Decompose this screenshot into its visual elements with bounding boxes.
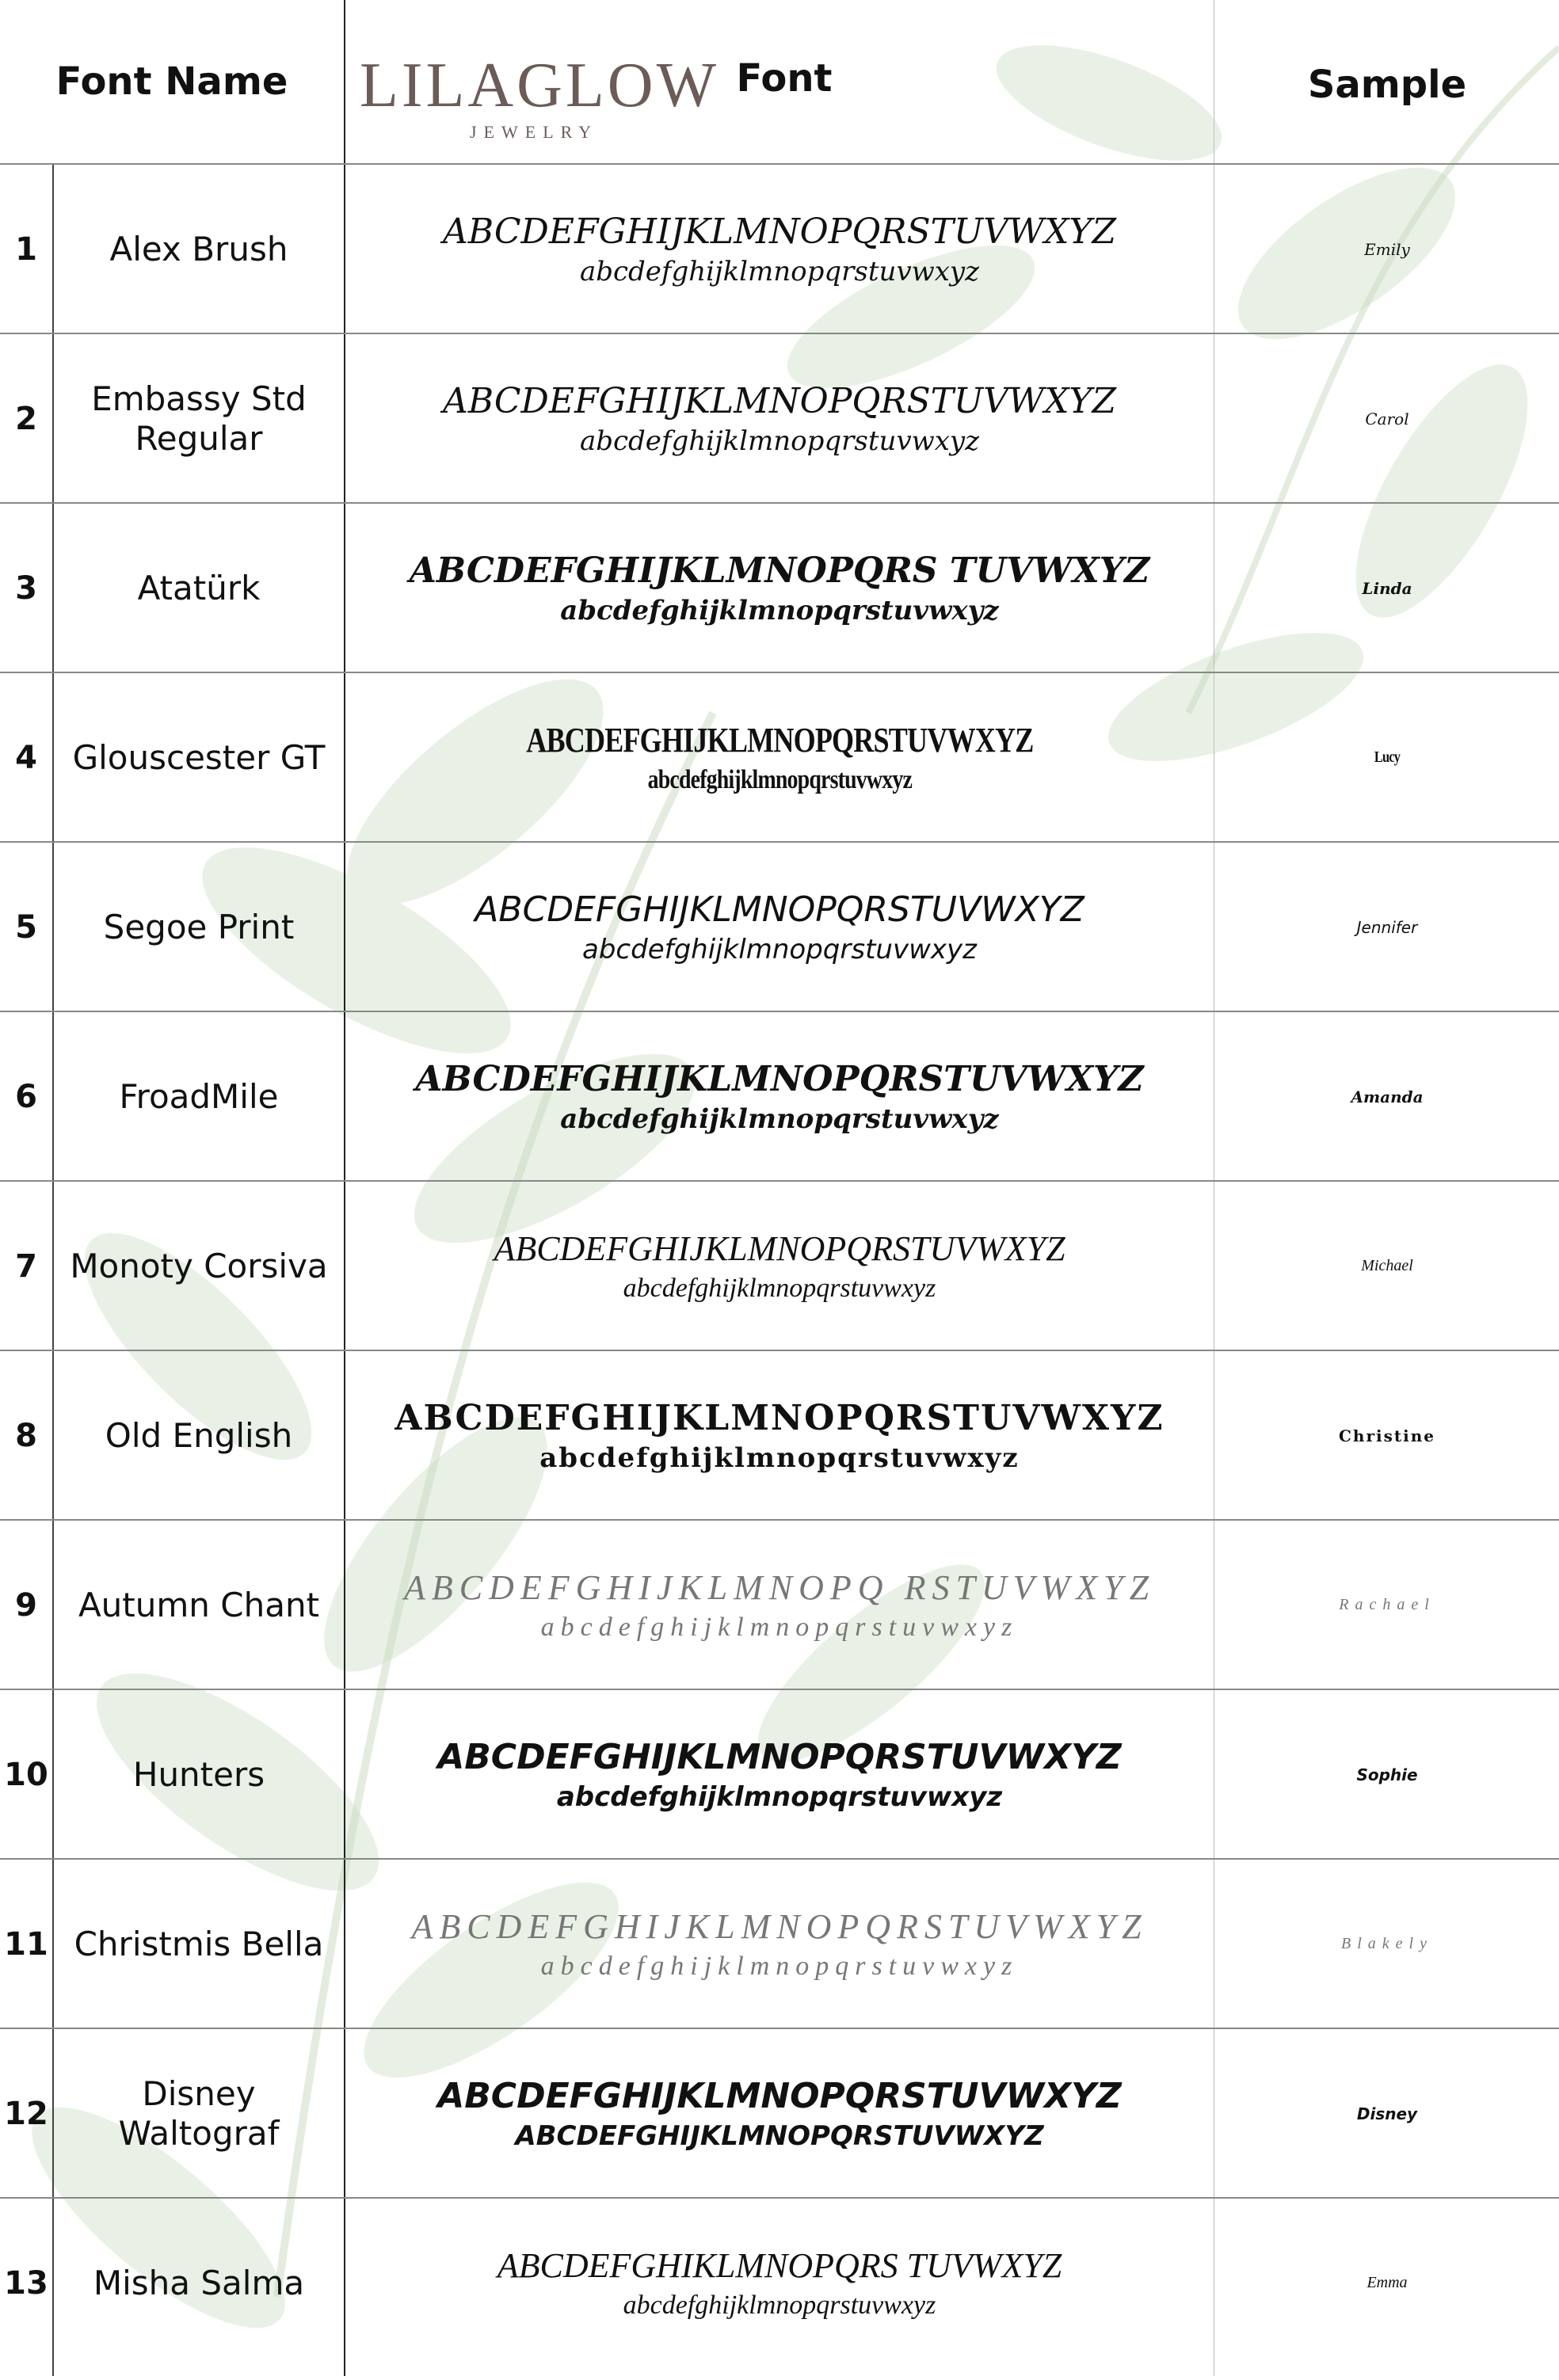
font-name: Christmis Bella bbox=[74, 1924, 324, 1963]
header-font-name: Font Name bbox=[55, 59, 288, 104]
font-sample: Lucy bbox=[1374, 748, 1401, 766]
alphabet-lowercase: abcdefghijklmnopqrstuvwxyz bbox=[623, 1273, 936, 1303]
alphabet-lowercase: abcdefghijklmnopqrstuvwxyz bbox=[539, 1441, 1020, 1474]
alphabet-lowercase: abcdefghijklmnopqrstuvwxyz bbox=[540, 1612, 1019, 1642]
font-sample: Emily bbox=[1364, 239, 1410, 259]
row-number: 5 bbox=[15, 908, 37, 946]
alphabet-uppercase: ABCDEFGHIKLMNOPQRS TUVWXYZ bbox=[497, 2245, 1062, 2285]
row-number: 9 bbox=[15, 1586, 37, 1624]
table-row bbox=[0, 165, 1559, 333]
font-sample: Emma bbox=[1367, 2274, 1408, 2291]
alphabet-lowercase: ABCDEFGHIJKLMNOPQRSTUVWXYZ bbox=[515, 2119, 1044, 2152]
logo-wordmark: LILAGLOW bbox=[360, 51, 720, 120]
font-name: Atatürk bbox=[137, 568, 261, 607]
alphabet-uppercase: ABCDEFGHIJKLMNOPQ RSTUVWXYZ bbox=[403, 1567, 1156, 1607]
font-alphabet bbox=[345, 334, 1214, 503]
alphabet-uppercase: ABCDEFGHIJKLMNOPQRS TUVWXYZ bbox=[409, 550, 1150, 591]
font-name: Monoty Corsiva bbox=[70, 1246, 328, 1285]
row-number: 7 bbox=[15, 1247, 37, 1285]
table-row bbox=[0, 2199, 1559, 2367]
alphabet-lowercase: abcdefghijklmnopqrstuvwxyz bbox=[540, 1951, 1019, 1981]
alphabet-uppercase: ABCDEFGHIJKLMNOPQRSTUVWXYZ bbox=[437, 2075, 1122, 2116]
row-number: 11 bbox=[4, 1925, 48, 1963]
alphabet-uppercase: ABCDEFGHIJKLMNOPQRSTUVWXYZ bbox=[525, 720, 1034, 760]
font-name: Hunters bbox=[132, 1754, 265, 1794]
row-number: 1 bbox=[15, 230, 37, 268]
alphabet-uppercase: ABCDEFGHIJKLMNOPQRSTUVWXYZ bbox=[442, 380, 1117, 421]
row-number: 10 bbox=[4, 1756, 48, 1793]
alphabet-lowercase: abcdefghijklmnopqrstuvwxyz bbox=[623, 2290, 936, 2320]
font-sample: Jennifer bbox=[1356, 917, 1418, 937]
table-row bbox=[0, 1012, 1559, 1181]
alphabet-lowercase: abcdefghijklmnopqrstuvwxyz bbox=[647, 764, 912, 794]
font-name: Glouscester GT bbox=[72, 737, 326, 777]
font-alphabet bbox=[345, 1351, 1214, 1520]
table-row bbox=[0, 334, 1559, 503]
font-alphabet bbox=[345, 2029, 1214, 2198]
font-sample: Disney bbox=[1356, 2104, 1418, 2123]
font-alphabet bbox=[345, 1521, 1214, 1689]
row-number: 3 bbox=[15, 569, 37, 607]
font-alphabet bbox=[345, 1860, 1214, 2028]
font-alphabet bbox=[345, 843, 1214, 1011]
row-number: 12 bbox=[4, 2095, 48, 2132]
alphabet-lowercase: abcdefghijklmnopqrstuvwxyz bbox=[556, 1780, 1003, 1813]
font-sample: Amanda bbox=[1351, 1087, 1424, 1106]
font-name: Misha Salma bbox=[93, 2263, 305, 2302]
header-sample: Sample bbox=[1307, 63, 1467, 107]
font-sample: Linda bbox=[1362, 578, 1412, 598]
alphabet-uppercase: ABCDEFGHIJKLMNOPQRSTUVWXYZ bbox=[411, 1906, 1148, 1946]
font-name: Alex Brush bbox=[109, 229, 288, 268]
font-alphabet bbox=[345, 673, 1214, 842]
alphabet-uppercase: ABCDEFGHIJKLMNOPQRSTUVWXYZ bbox=[475, 889, 1084, 930]
row-number: 4 bbox=[15, 739, 37, 776]
table-row bbox=[0, 1690, 1559, 1859]
table-row bbox=[0, 1521, 1559, 1689]
font-alphabet bbox=[345, 2199, 1214, 2367]
alphabet-lowercase: abcdefghijklmnopqrstuvwxyz bbox=[582, 933, 977, 965]
table-row bbox=[0, 843, 1559, 1011]
font-alphabet bbox=[345, 1012, 1214, 1181]
alphabet-lowercase: abcdefghijklmnopqrstuvwxyz bbox=[579, 425, 980, 457]
table-row bbox=[0, 2029, 1559, 2198]
table-row bbox=[0, 1351, 1559, 1520]
table-row bbox=[0, 1860, 1559, 2028]
font-name: FroadMile bbox=[119, 1076, 279, 1116]
font-sample: Christine bbox=[1339, 1426, 1435, 1445]
alphabet-uppercase: ABCDEFGHIJKLMNOPQRSTUVWXYZ bbox=[395, 1397, 1164, 1438]
brand-logo bbox=[360, 51, 720, 143]
header-font: Font bbox=[736, 56, 833, 101]
font-sample: Sophie bbox=[1356, 1765, 1418, 1784]
font-sample: Blakely bbox=[1341, 1935, 1433, 1952]
logo-subtitle: JEWELRY bbox=[470, 122, 598, 142]
alphabet-uppercase: ABCDEFGHIJKLMNOPQRSTUVWXYZ bbox=[494, 1228, 1065, 1268]
alphabet-lowercase: abcdefghijklmnopqrstuvwxyz bbox=[560, 594, 999, 626]
alphabet-lowercase: abcdefghijklmnopqrstuvwxyz bbox=[560, 1102, 999, 1135]
font-sample: Carol bbox=[1365, 409, 1409, 428]
row-number: 6 bbox=[15, 1078, 37, 1115]
font-alphabet bbox=[345, 165, 1214, 333]
alphabet-lowercase: abcdefghijklmnopqrstuvwxyz bbox=[579, 255, 980, 288]
row-number: 8 bbox=[15, 1417, 37, 1454]
font-alphabet bbox=[345, 504, 1214, 672]
row-number: 13 bbox=[4, 2264, 48, 2302]
font-alphabet bbox=[345, 1182, 1214, 1350]
font-name: Old English bbox=[105, 1415, 293, 1455]
font-name: Embassy Std Regular bbox=[91, 379, 307, 458]
font-sample: Rachael bbox=[1339, 1596, 1435, 1613]
row-number: 2 bbox=[15, 400, 37, 437]
table-row bbox=[0, 504, 1559, 672]
alphabet-uppercase: ABCDEFGHIJKLMNOPQRSTUVWXYZ bbox=[415, 1058, 1144, 1099]
font-name: Segoe Print bbox=[103, 907, 295, 946]
font-sample: Michael bbox=[1361, 1257, 1413, 1274]
table-row bbox=[0, 673, 1559, 842]
alphabet-uppercase: ABCDEFGHIJKLMNOPQRSTUVWXYZ bbox=[442, 211, 1117, 252]
font-name: Disney Waltograf bbox=[118, 2073, 280, 2153]
table-row bbox=[0, 1182, 1559, 1350]
alphabet-uppercase: ABCDEFGHIJKLMNOPQRSTUVWXYZ bbox=[437, 1736, 1122, 1777]
font-alphabet bbox=[345, 1690, 1214, 1859]
font-name: Autumn Chant bbox=[78, 1585, 320, 1624]
